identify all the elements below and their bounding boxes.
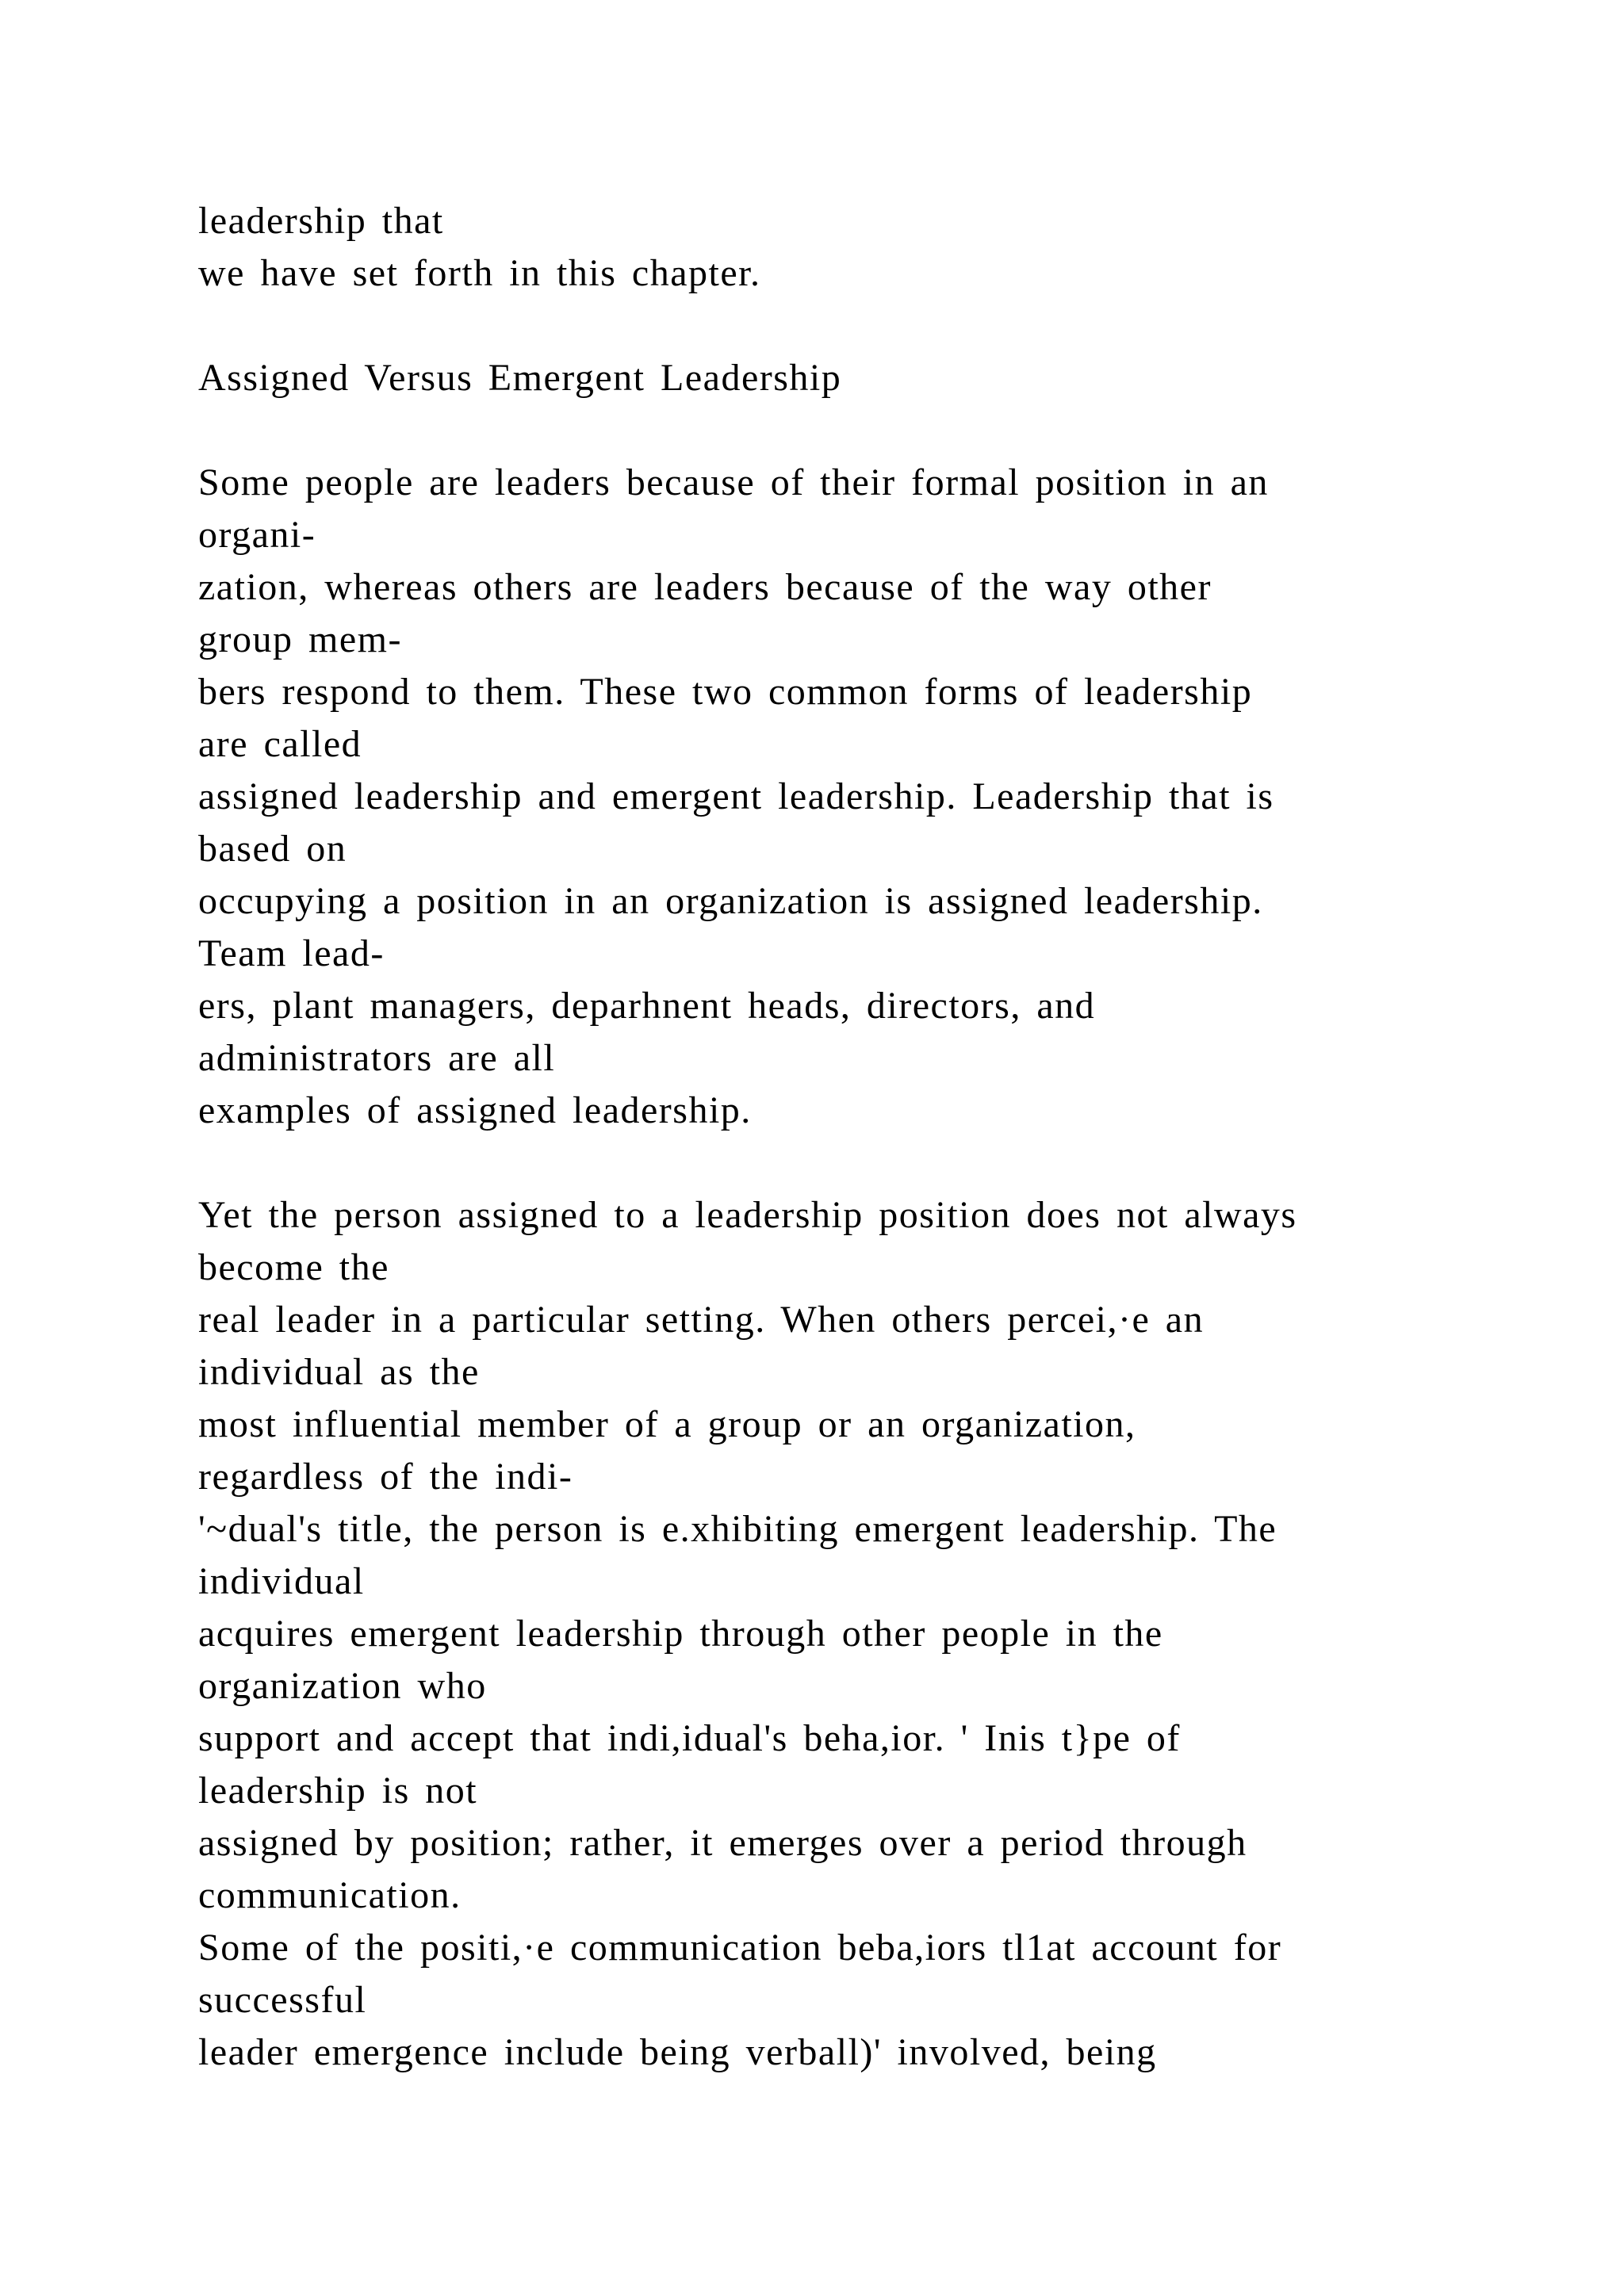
paragraph-break (198, 404, 1546, 457)
paragraph-2-line: become the (198, 1246, 389, 1288)
paragraph-1-line: Some people are leaders because of their formal position in an (198, 461, 1269, 503)
intro-line: we have set forth in this chapter. (198, 252, 761, 294)
paragraph-2-line: real leader in a particular setting. When others percei,·e an (198, 1299, 1205, 1341)
paragraph-2-line: individual as the (198, 1351, 480, 1393)
document-body (198, 195, 1546, 2079)
paragraph-2-line: organization who (198, 1665, 487, 1707)
paragraph-1-line: ers, plant managers, deparhnent heads, directors, and (198, 985, 1096, 1027)
paragraph-2-line: most influential member of a group or an organization, (198, 1403, 1136, 1445)
paragraph-1-line: examples of assigned leadership. (198, 1089, 752, 1131)
paragraph-2-line: communication. (198, 1874, 462, 1916)
paragraph-1-line: Team lead- (198, 932, 385, 974)
paragraph-2-line: support and accept that indi,idual's beha,ior. ' Inis t}pe of (198, 1717, 1181, 1759)
paragraph-break (198, 300, 1546, 352)
paragraph-2-line: '~dual's title, the person is e.xhibiting emergent leadership. The (198, 1508, 1277, 1550)
paragraph-2-line: Some of the positi,·e communication beba,iors tl1at account for (198, 1927, 1282, 1969)
paragraph-1-line: based on (198, 828, 347, 870)
paragraph-2-line: successful (198, 1979, 367, 2021)
paragraph-1-line: administrators are all (198, 1037, 556, 1079)
paragraph-1-line: are called (198, 723, 362, 765)
paragraph-2-line: assigned by position; rather, it emerges over a period through (198, 1822, 1247, 1864)
paragraph-1-line: occupying a position in an organization is assigned leadership. (198, 880, 1263, 922)
paragraph-1-line: group mem- (198, 618, 402, 660)
paragraph-break (198, 1137, 1546, 1189)
paragraph-2-line: leader emergence include being verball)' involved, being (198, 2031, 1157, 2073)
paragraph-1-line: bers respond to them. These two common forms of leadership (198, 671, 1253, 713)
section-heading: Assigned Versus Emergent Leadership (198, 357, 842, 399)
paragraph-2-line: Yet the person assigned to a leadership position does not always (198, 1194, 1297, 1236)
paragraph-2-line: leadership is not (198, 1770, 478, 1812)
paragraph-2-line: individual (198, 1560, 365, 1602)
paragraph-1-line: organi- (198, 514, 316, 556)
paragraph-2-line: regardless of the indi- (198, 1456, 573, 1498)
intro-line: leadership that (198, 200, 444, 242)
paragraph-1-line: zation, whereas others are leaders because of the way other (198, 566, 1212, 608)
paragraph-1-line: assigned leadership and emergent leadership. Leadership that is (198, 775, 1274, 817)
paragraph-2-line: acquires emergent leadership through other people in the (198, 1613, 1163, 1655)
